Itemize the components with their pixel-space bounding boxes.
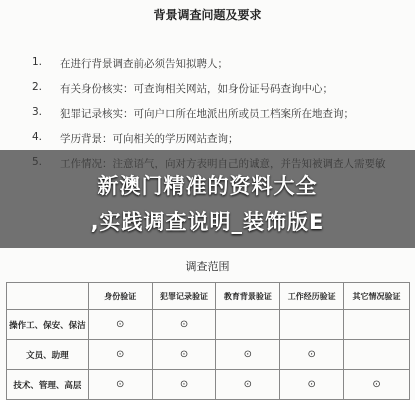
table-cell bbox=[280, 370, 344, 400]
table-row bbox=[7, 370, 410, 400]
header-cell: 其它情况验证 bbox=[344, 283, 410, 310]
table-cell bbox=[344, 340, 410, 370]
check-mark-icon: ⊙ bbox=[243, 349, 253, 360]
list-item-text: 犯罪记录核实：可向户口所在地派出所或员工档案所在地查询； bbox=[60, 108, 354, 120]
table-row bbox=[7, 310, 410, 340]
check-mark-icon: ⊙ bbox=[116, 349, 125, 360]
header-cell bbox=[7, 283, 89, 310]
check-mark-icon: ⊙ bbox=[307, 349, 316, 360]
table-cell bbox=[88, 370, 152, 400]
row-label: 技术、管理、高层 bbox=[7, 370, 89, 400]
table-cell bbox=[344, 310, 410, 340]
table-cell bbox=[280, 340, 344, 370]
header-cell: 身份验证 bbox=[88, 283, 152, 310]
row-label: 操作工、保安、保洁 bbox=[7, 310, 89, 340]
check-mark-icon: ⊙ bbox=[179, 379, 189, 390]
table-cell bbox=[152, 370, 216, 400]
table-cell bbox=[344, 370, 410, 400]
check-mark-icon: ⊙ bbox=[179, 349, 189, 360]
check-mark-icon: ⊙ bbox=[116, 319, 125, 330]
scope-table bbox=[6, 282, 410, 400]
check-mark-icon: ⊙ bbox=[307, 379, 316, 390]
banner-headline-line-2: ,实践调查说明_装饰版E bbox=[90, 210, 325, 234]
list-item-text: 学历背景：可向相关的学历网站查询； bbox=[60, 133, 239, 145]
list-item bbox=[0, 81, 415, 99]
banner-headline-line-1: 新澳门精准的资料大全 bbox=[97, 174, 318, 198]
table-cell bbox=[216, 370, 280, 400]
table-cell bbox=[216, 310, 280, 340]
document-title: 背景调查问题及要求 bbox=[153, 8, 262, 22]
row-label: 文员、助理 bbox=[7, 340, 89, 370]
header-cell: 工作经历验证 bbox=[280, 283, 344, 310]
list-item bbox=[0, 106, 415, 124]
list-item-number: 2. bbox=[32, 81, 43, 93]
table-cell bbox=[88, 340, 152, 370]
table-cell bbox=[152, 310, 216, 340]
check-mark-icon: ⊙ bbox=[179, 319, 189, 330]
list-item bbox=[0, 131, 415, 149]
check-mark-icon: ⊙ bbox=[372, 379, 381, 390]
list-item bbox=[0, 56, 415, 74]
table-cell bbox=[280, 310, 344, 340]
list-item-number: 4. bbox=[32, 131, 43, 143]
header-cell: 教育背景验证 bbox=[216, 283, 280, 310]
list-item-number: 3. bbox=[32, 106, 43, 118]
list-item-text: 有关身份核实：可查询相关网站，如身份证号码查询中心； bbox=[60, 83, 333, 95]
table-cell bbox=[216, 340, 280, 370]
header-cell: 犯罪记录验证 bbox=[152, 283, 216, 310]
check-mark-icon: ⊙ bbox=[116, 379, 125, 390]
table-cell bbox=[152, 340, 216, 370]
table-row bbox=[7, 340, 410, 370]
list-item-text: 在进行背景调查前必须告知拟聘人； bbox=[60, 58, 228, 70]
table-title: 调查范围 bbox=[185, 260, 230, 273]
table-header-row bbox=[7, 283, 410, 310]
check-mark-icon: ⊙ bbox=[243, 379, 253, 390]
overlay-banner bbox=[0, 150, 415, 248]
table-cell bbox=[88, 310, 152, 340]
list-item-number: 1. bbox=[32, 56, 43, 68]
